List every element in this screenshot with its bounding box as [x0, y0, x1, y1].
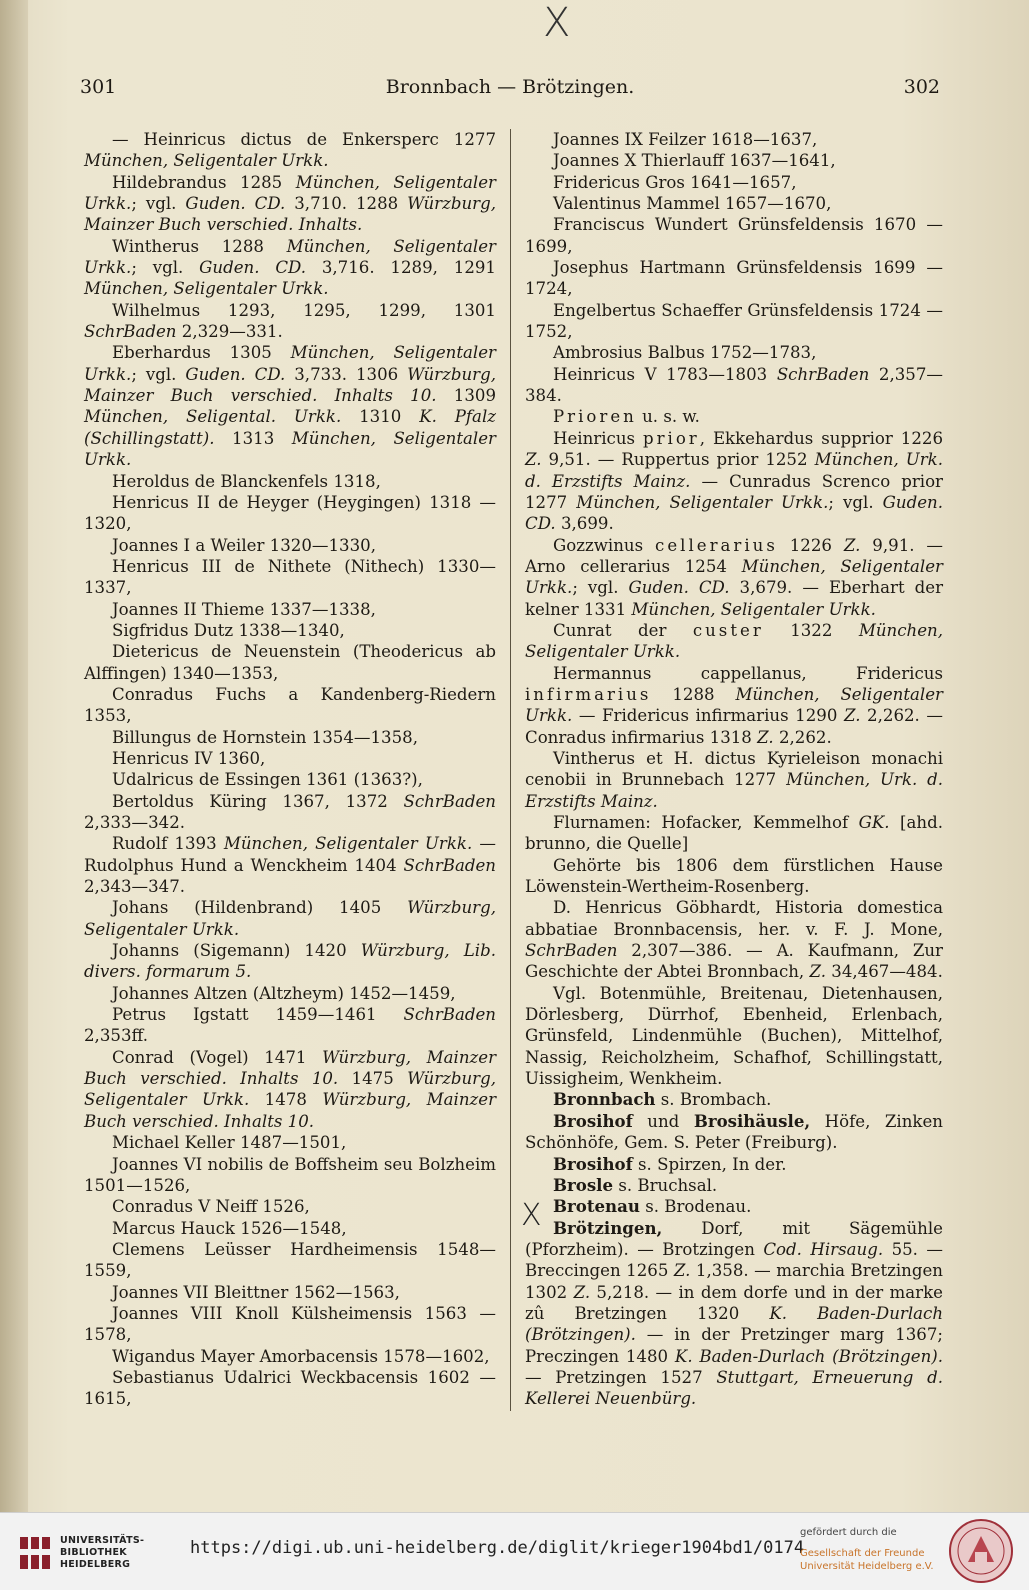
register-entry: Franciscus Wundert Grünsfeldensis 1670 —1699,: [525, 215, 943, 256]
register-entry: Fridericus Gros 1641—1657,: [553, 172, 797, 192]
register-entry: Vintherus et H. dictus Kyrieleison monachi cenobii in Brunnebach 1277 München, Urk. d. Erzstifts Mainz.: [525, 748, 943, 811]
footer-bar: [0, 1512, 1029, 1590]
sponsor-name-line: Gesellschaft der Freunde: [800, 1548, 925, 1559]
library-name-line: HEIDELBERG: [60, 1559, 131, 1570]
register-entry: Joannes I a Weiler 1320—1330,: [112, 535, 377, 555]
register-entry: Josephus Hartmann Grünsfeldensis 1699 —1724,: [525, 258, 943, 299]
register-entry: Joannes VIII Knoll Külsheimensis 1563 —1578,: [84, 1303, 496, 1345]
register-entry: Udalricus de Essingen 1361 (1363?),: [112, 770, 423, 790]
register-entry: Michael Keller 1487—1501,: [112, 1133, 347, 1153]
register-entry: Engelbertus Schaeffer Grünsfeldensis 1724 —1752,: [525, 300, 943, 342]
register-entry: Prioren u. s. w.: [553, 407, 700, 427]
running-header: [80, 76, 940, 106]
register-entry: Brosle s. Bruchsal.: [553, 1174, 718, 1195]
register-entry: Billungus de Hornstein 1354—1358,: [112, 727, 418, 747]
register-entry: Flurnamen: Hofacker, Kemmelhof GK. [ahd. brunno, die Quelle]: [525, 813, 943, 854]
library-logo[interactable]: [18, 1531, 158, 1577]
register-entry: Heinricus prior, Ekkehardus supprior 1226 Z. 9,51. — Ruppertus prior 1252 München, Urk. d. Erzstifts Mainz. — Cunradus Screnco prior 1277 München, Seligentaler Urkk.; vgl. Guden. CD. 3,699.: [525, 428, 944, 534]
register-entry: Brotenau s. Brodenau.: [553, 1196, 752, 1217]
page-gutter: [0, 0, 28, 1512]
register-entry: Hermannus cappellanus, Fridericus infirmarius 1288 München, Seligentaler Urkk. — Fridericus infirmarius 1290 Z. 2,262. — Conradus infirmarius 1318 Z. 2,262.: [525, 663, 943, 747]
sponsor-label: gefördert durch die: [800, 1527, 897, 1538]
register-entry: Sebastianus Udalrici Weckbacensis 1602 —1615,: [84, 1367, 496, 1409]
register-entry: Henricus IV 1360,: [112, 748, 266, 768]
register-entry: Marcus Hauck 1526—1548,: [112, 1218, 347, 1238]
register-entry: Bronnbach s. Brombach.: [553, 1089, 772, 1110]
register-entry: Ambrosius Balbus 1752—1783,: [553, 343, 817, 363]
library-name-line: UNIVERSITÄTS-: [60, 1535, 145, 1546]
register-entry: Petrus Igstatt 1459—1461 SchrBaden 2,353ff.: [84, 1005, 496, 1046]
left-column: [84, 129, 496, 1410]
register-entry: Henricus III de Nithete (Nithech) 1330—1337,: [84, 556, 496, 598]
register-entry: Gehörte bis 1806 dem fürstlichen Hause Löwenstein-Wertheim-Rosenberg.: [525, 855, 943, 897]
register-entry: Joannes II Thieme 1337—1338,: [112, 599, 376, 619]
register-entry: Brosihof und Brosihäusle, Höfe, Zinken Schönhöfe, Gem. S. Peter (Freiburg).: [525, 1110, 943, 1153]
register-entry: Cunrat der custer 1322 München, Seligentaler Urkk.: [525, 620, 943, 662]
page-number-right: 302: [903, 76, 940, 98]
register-entry: Bertoldus Küring 1367, 1372 SchrBaden 2,333—342.: [84, 791, 496, 832]
register-entry: Vgl. Botenmühle, Breitenau, Dietenhausen, Dörlesberg, Dürrhof, Ebenheid, Erlenbach, Grünsfeld, Lindenmühle (Buchen), Mittelhof, Nassig, Reicholzheim, Schafhof, Schillingstatt, Uissigheim, Wenkheim.: [525, 983, 943, 1089]
register-entry: Joannes X Thierlauff 1637—1641,: [553, 151, 836, 171]
library-name-line: BIBLIOTHEK: [60, 1547, 127, 1558]
register-entry: Johans (Hildenbrand) 1405 Würzburg, Seligentaler Urkk.: [84, 898, 496, 939]
register-entry: Wintherus 1288 München, Seligentaler Urkk.; vgl. Guden. CD. 3,716. 1289, 1291 München, Seligentaler Urkk.: [84, 236, 496, 299]
register-entry: Brötzingen, Dorf, mit Sägemühle (Pforzheim). — Brotzingen Cod. Hirsaug. 55. — Breccingen 1265 Z. 1,358. — marchia Bretzingen 1302 Z. 5,218. — in dem dorfe und in der marke zû Bretzingen 1320 K. Baden-Durlach (Brötzingen). — in der Pretzinger marg 1367; Preczingen 1480 K. Baden-Durlach (Brötzingen). — Pretzingen 1527 Stuttgart, Erneuerung d. Kellerei Neuenbürg.: [525, 1217, 944, 1409]
register-entry: Wilhelmus 1293, 1295, 1299, 1301 SchrBaden 2,329—331.: [84, 300, 496, 342]
register-entry: Dietericus de Neuenstein (Theodericus ab Alffingen) 1340—1353,: [84, 642, 496, 683]
column-divider: [510, 129, 511, 1411]
register-entry: D. Henricus Göbhardt, Historia domestica abbatiae Bronnbacensis, her. v. F. J. Mone, SchrBaden 2,307—386. — A. Kaufmann, Zur Geschichte der Abtei Bronnbach, Z. 34,467—484.: [525, 898, 943, 982]
register-entry: Brosihof s. Spirzen, In der.: [553, 1153, 787, 1174]
register-entry: Heinricus V 1783—1803 SchrBaden 2,357—384.: [525, 364, 943, 406]
sponsor-name[interactable]: [800, 1547, 934, 1573]
university-seal-icon: [948, 1518, 1014, 1584]
register-entry: Conradus V Neiff 1526,: [112, 1197, 310, 1217]
register-entry: Henricus II de Heyger (Heygingen) 1318 —1320,: [84, 492, 496, 534]
register-entry: Clemens Leüsser Hardheimensis 1548—1559,: [84, 1239, 496, 1281]
page-title: Bronnbach — Brötzingen.: [385, 76, 635, 98]
register-entry: Johannes Altzen (Altzheym) 1452—1459,: [112, 983, 456, 1003]
register-entry: Johanns (Sigemann) 1420 Würzburg, Lib. divers. formarum 5.: [84, 941, 496, 982]
register-entry: Joannes IX Feilzer 1618—1637,: [553, 130, 818, 149]
library-name: [60, 1535, 144, 1571]
register-entry: — Heinricus dictus de Enkersperc 1277 München, Seligentaler Urkk.: [84, 130, 496, 171]
register-entry: Sigfridus Dutz 1338—1340,: [112, 620, 345, 640]
sponsor-name-line: Universität Heidelberg e.V.: [800, 1561, 934, 1572]
register-entry: Hildebrandus 1285 München, Seligentaler Urkk.; vgl. Guden. CD. 3,710. 1288 Würzburg, Mainzer Buch verschied. Inhalts.: [84, 172, 496, 235]
register-entry: Valentinus Mammel 1657—1670,: [553, 194, 832, 214]
register-entry: Eberhardus 1305 München, Seligentaler Urkk.; vgl. Guden. CD. 3,733. 1306 Würzburg, Mainzer Buch verschied. Inhalts 10. 1309 München, Seligental. Urkk. 1310 K. Pfalz (Schillingstatt). 1313 München, Seligentaler Urkk.: [84, 343, 497, 470]
register-entry: Conrad (Vogel) 1471 Würzburg, Mainzer Buch verschied. Inhalts 10. 1475 Würzburg, Seligentaler Urkk. 1478 Würzburg, Mainzer Buch verschied. Inhalts 10.: [84, 1047, 497, 1131]
register-entry: Joannes VI nobilis de Boffsheim seu Bolzheim 1501—1526,: [84, 1154, 496, 1195]
register-entry: Gozzwinus cellerarius 1226 Z. 9,91. — Arno cellerarius 1254 München, Seligentaler Urkk.; vgl. Guden. CD. 3,679. — Eberhart der kelner 1331 München, Seligentaler Urkk.: [525, 535, 944, 619]
register-entry: Wigandus Mayer Amorbacensis 1578—1602,: [112, 1346, 490, 1366]
pencil-mark: X: [543, 0, 571, 46]
register-entry: Rudolf 1393 München, Seligentaler Urkk. — Rudolphus Hund a Wenckheim 1404 SchrBaden 2,343—347.: [84, 834, 496, 897]
register-entry: Conradus Fuchs a Kandenberg-Riedern 1353,: [84, 684, 496, 726]
right-column: [525, 129, 943, 1410]
permalink-url[interactable]: https://digi.ub.uni-heidelberg.de/diglit/krieger1904bd1/0174: [190, 1538, 805, 1558]
page-number-left: 301: [80, 76, 117, 98]
register-entry: Joannes VII Bleittner 1562—1563,: [112, 1282, 400, 1302]
register-entry: Heroldus de Blanckenfels 1318,: [112, 471, 381, 491]
library-logo-icon: [18, 1533, 52, 1573]
margin-mark: X: [521, 1198, 542, 1233]
